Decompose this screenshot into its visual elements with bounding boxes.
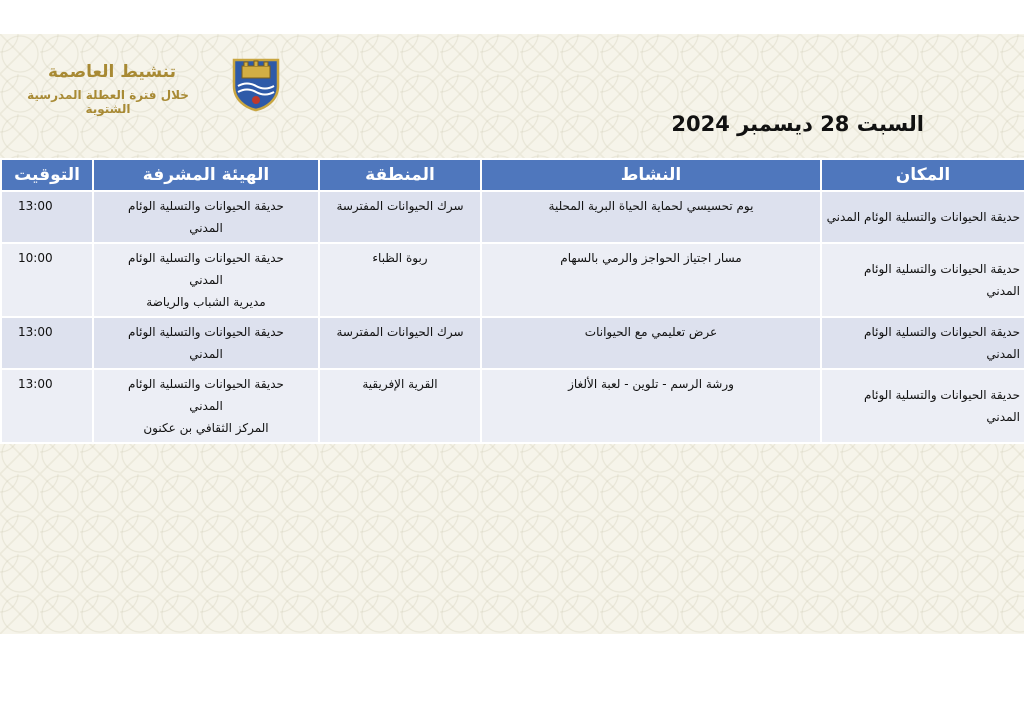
- cell-place: حديقة الحيوانات والتسلية الوئام المدني: [821, 243, 1024, 317]
- city-crest-icon: [230, 56, 282, 112]
- column-header-area: المنطقة: [319, 159, 481, 191]
- cell-activity: ورشة الرسم - تلوين - لعبة الألغاز: [481, 369, 821, 443]
- cell-area: سرك الحيوانات المفترسة: [319, 191, 481, 243]
- cell-activity: عرض تعليمي مع الحيوانات: [481, 317, 821, 369]
- column-header-organizer: الهيئة المشرفة: [93, 159, 319, 191]
- cell-area: سرك الحيوانات المفترسة: [319, 317, 481, 369]
- cell-time: 13:00: [1, 317, 93, 369]
- cell-place: حديقة الحيوانات والتسلية الوئام المدني: [821, 317, 1024, 369]
- table-row: [1, 317, 1024, 369]
- cell-organizer: حديقة الحيوانات والتسلية الوئام المدني المركز الثقافي بن عكنون: [93, 369, 319, 443]
- cell-activity: يوم تحسيسي لحماية الحياة البرية المحلية: [481, 191, 821, 243]
- table-row: [1, 191, 1024, 243]
- cell-organizer: حديقة الحيوانات والتسلية الوئام المدني: [93, 317, 319, 369]
- cell-organizer: حديقة الحيوانات والتسلية الوئام المدني مديرية الشباب والرياضة: [93, 243, 319, 317]
- column-header-time: التوقيت: [1, 159, 93, 191]
- table-row: [1, 369, 1024, 443]
- cell-area: ربوة الظباء: [319, 243, 481, 317]
- cell-place: حديقة الحيوانات والتسلية الوئام المدني: [821, 369, 1024, 443]
- table-header-row: [1, 159, 1024, 191]
- page-title: تنشيط العاصمة: [47, 62, 176, 82]
- cell-area: القرية الإفريقية: [319, 369, 481, 443]
- cell-time: 13:00: [1, 369, 93, 443]
- table-row: [1, 243, 1024, 317]
- schedule-date: السبت 28 ديسمبر 2024: [671, 112, 924, 136]
- cell-place: حديقة الحيوانات والتسلية الوئام المدني: [821, 191, 1024, 243]
- cell-time: 10:00: [1, 243, 93, 317]
- column-header-place: المكان: [821, 159, 1024, 191]
- column-header-activity: النشاط: [481, 159, 821, 191]
- cell-organizer: حديقة الحيوانات والتسلية الوئام المدني: [93, 191, 319, 243]
- schedule-table: [0, 158, 1024, 444]
- page-subtitle: خلال فترة العطلة المدرسية الشتوية: [27, 88, 189, 116]
- cell-activity: مسار اجتياز الحواجز والرمي بالسهام: [481, 243, 821, 317]
- cell-time: 13:00: [1, 191, 93, 243]
